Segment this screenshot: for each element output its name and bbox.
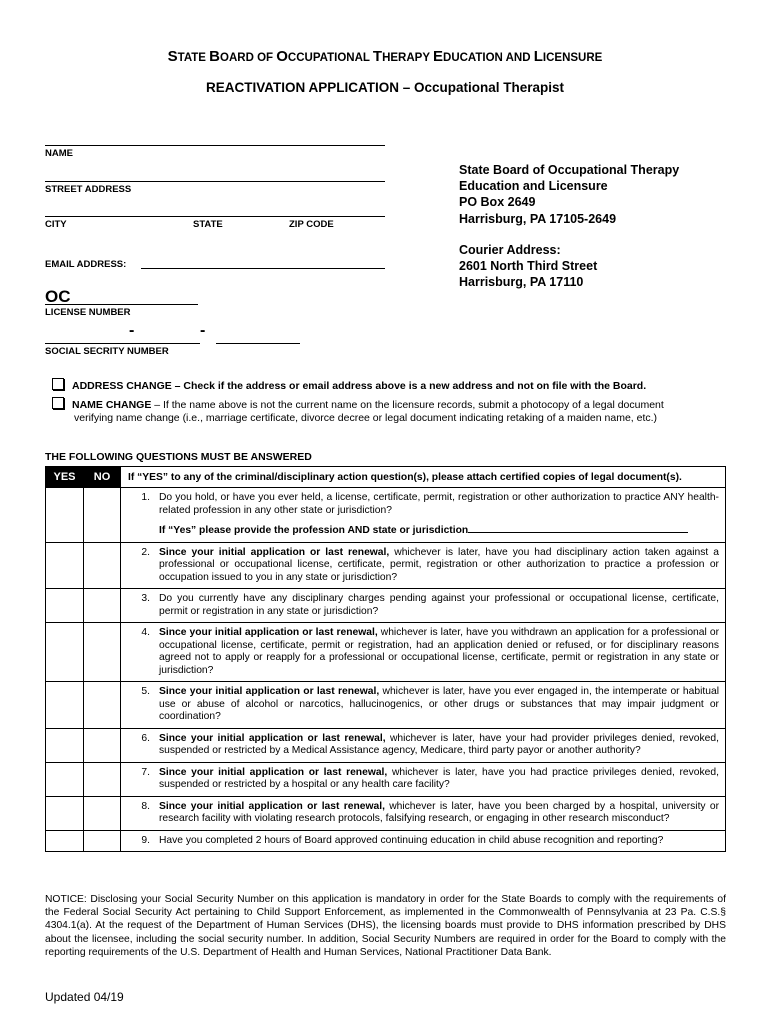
q9-text: Have you completed 2 hours of Board approved continuing education in child abuse recognition and reporting? — [159, 834, 664, 846]
question-row-5 — [46, 682, 726, 729]
license-input-line[interactable] — [45, 304, 198, 305]
courier-line2: Harrisburg, PA 17110 — [459, 275, 584, 289]
ssn-input-line-2[interactable] — [216, 343, 300, 344]
q5-no-cell[interactable] — [84, 682, 121, 729]
question-row-4 — [46, 623, 726, 682]
q1-yes-cell[interactable] — [46, 488, 84, 543]
q3-no-cell[interactable] — [84, 589, 121, 623]
q2-number: 2. — [141, 546, 150, 558]
q8-no-cell[interactable] — [84, 796, 121, 830]
questions-table — [45, 466, 726, 852]
q9-no-cell[interactable] — [84, 830, 121, 852]
q7-number: 7. — [141, 766, 150, 778]
q1-text: Do you hold, or have you ever held, a license, certificate, permit, registration or other authorization to practice ANY health-related profession in any other state or jurisdiction? — [159, 492, 719, 516]
courier-line1: 2601 North Third Street — [459, 259, 598, 273]
ssn-notice: NOTICE: Disclosing your Social Security Number on this application is mandatory in order for the State Boards to comply with the requirements of the Federal Social Security Act pertaining to Child Support Enforcement, as implemented in the Commonwealth of Pennsylvania at 23 Pa. C.S.§ 4304.1(a). At the request of the Department of Human Services (DHS), the licensing boards must provide to DHS information prescribed by DHS about the licensee, including the social security number. In addition, Social Security Numbers are required in order for the Board to comply with the reporting requirements of the U.S. Department of Health and Human Services, National Practitioner Data Bank. — [45, 894, 726, 958]
q9-yes-cell[interactable] — [46, 830, 84, 852]
board-address-line2: Education and Licensure — [459, 179, 608, 193]
q6-no-cell[interactable] — [84, 728, 121, 762]
q4-number: 4. — [141, 627, 150, 638]
q1-follow-up: If “Yes” please provide the profession AND state or jurisdiction — [159, 522, 719, 538]
board-address-line3: PO Box 2649 — [459, 195, 536, 209]
updated-date: Updated 04/19 — [45, 990, 124, 1004]
q7-no-cell[interactable] — [84, 762, 121, 796]
q7-text: Since your initial application or last renewal, whichever is later, have you had practice privileges denied, revoked, suspended or restricted by a hospital or any health care facility? — [159, 766, 719, 790]
q6-number: 6. — [141, 732, 150, 744]
question-row-6 — [46, 728, 726, 762]
q3-yes-cell[interactable] — [46, 589, 84, 623]
name-change-text-line2: verifying name change (i.e., marriage certificate, divorce decree or legal document indicating retaking of a maiden name, etc.) — [74, 412, 658, 424]
q4-no-cell[interactable] — [84, 623, 121, 682]
name-change-row — [52, 397, 664, 425]
address-change-text: ADDRESS CHANGE – Check if the address or email address above is a new address and not on file with the Board. — [72, 380, 647, 392]
email-input-line[interactable] — [141, 268, 385, 269]
city-label: CITY — [45, 219, 67, 230]
questions-intro: If “YES” to any of the criminal/disciplinary action question(s), please attach certified copies of legal document(s). — [121, 467, 726, 488]
courier-address — [459, 242, 597, 290]
q4-yes-cell[interactable] — [46, 623, 84, 682]
page-subtitle: REACTIVATION APPLICATION – Occupational Therapist — [205, 80, 565, 95]
q1-follow-up-line[interactable] — [468, 522, 688, 533]
question-row-7 — [46, 762, 726, 796]
name-change-title: NAME CHANGE — [72, 399, 152, 411]
ssn-input-line-1[interactable] — [45, 343, 200, 344]
q4-text: Since your initial application or last renewal, whichever is later, have you withdrawn an application for a professional or occupational license, certificate, permit or registration, had an application denied or refused, or for disciplinary reasons agreed not to apply or reapply for a professional or occupational license, certificate, permit or registration in any state or jurisdiction? — [159, 627, 720, 676]
question-row-8 — [46, 796, 726, 830]
col-no-header: NO — [84, 467, 121, 488]
question-row-3 — [46, 589, 726, 623]
question-row-1 — [46, 488, 726, 543]
q5-number: 5. — [141, 686, 150, 697]
ssn-label: SOCIAL SECRITY NUMBER — [45, 346, 169, 357]
q6-yes-cell[interactable] — [46, 728, 84, 762]
board-address — [459, 162, 679, 227]
questions-heading: THE FOLLOWING QUESTIONS MUST BE ANSWERED — [45, 451, 312, 463]
board-address-line4: Harrisburg, PA 17105-2649 — [459, 212, 617, 226]
zip-label: ZIP CODE — [289, 219, 334, 230]
address-change-checkbox[interactable] — [52, 378, 64, 390]
street-label: STREET ADDRESS — [45, 184, 132, 195]
q9-number: 9. — [141, 834, 150, 846]
street-input-line[interactable] — [45, 181, 385, 182]
q1-no-cell[interactable] — [84, 488, 121, 543]
q8-yes-cell[interactable] — [46, 796, 84, 830]
board-address-line1: State Board of Occupational Therapy — [459, 163, 680, 177]
q1-number: 1. — [141, 492, 150, 503]
ssn-dash-1: - — [129, 322, 135, 339]
name-change-checkbox[interactable] — [52, 397, 64, 409]
address-change-row — [52, 378, 646, 393]
q2-no-cell[interactable] — [84, 542, 121, 589]
q7-yes-cell[interactable] — [46, 762, 84, 796]
q3-number: 3. — [141, 593, 150, 604]
courier-label: Courier Address: — [459, 243, 561, 257]
state-label: STATE — [193, 219, 223, 230]
question-row-2 — [46, 542, 726, 589]
q3-text: Do you currently have any disciplinary charges pending against your professional or occupational license, certificate, permit or registration in any state or jurisdiction? — [159, 593, 719, 617]
question-row-9 — [46, 830, 726, 852]
q8-text: Since your initial application or last renewal, whichever is later, have you been charged by a hospital, university or research facility with violating research protocols, falsifying research, or engaging in other research misconduct? — [159, 800, 720, 824]
q2-text: Since your initial application or last renewal, whichever is later, have you had disciplinary action taken against a professional or occupational license, certificate, permit, registration or other authorization to practice a profession or occupation issued to you in any state or jurisdiction? — [159, 546, 719, 583]
email-label: EMAIL ADDRESS: — [45, 259, 127, 270]
license-prefix: OC — [45, 287, 71, 306]
q5-text: Since your initial application or last renewal, whichever is later, have you ever engaged in, the intemperate or habitual use or abuse of alcohol or narcotics, hallucinogenics, or other drugs or substances that may impair judgment or coordination? — [159, 686, 719, 722]
q2-yes-cell[interactable] — [46, 542, 84, 589]
q6-text: Since your initial application or last renewal, whichever is later, have your had provider privileges denied, revoked, suspended or restricted by a Medical Assistance agency, Medicare, third party payor or another authority? — [159, 732, 720, 756]
name-label: NAME — [45, 148, 73, 159]
q8-number: 8. — [141, 800, 150, 812]
name-change-text: – If the name above is not the current name on the licensure records, submit a photocopy of a legal document — [151, 399, 664, 411]
ssn-dash-2: - — [200, 322, 206, 339]
name-input-line[interactable] — [45, 145, 385, 146]
page-title: STATE BOARD OF OCCUPATIONAL THERAPY EDUCATION AND LICENSURE — [167, 48, 603, 65]
col-yes-header: YES — [46, 467, 84, 488]
license-label: LICENSE NUMBER — [45, 307, 131, 318]
q5-yes-cell[interactable] — [46, 682, 84, 729]
city-state-zip-input-line[interactable] — [45, 216, 385, 217]
